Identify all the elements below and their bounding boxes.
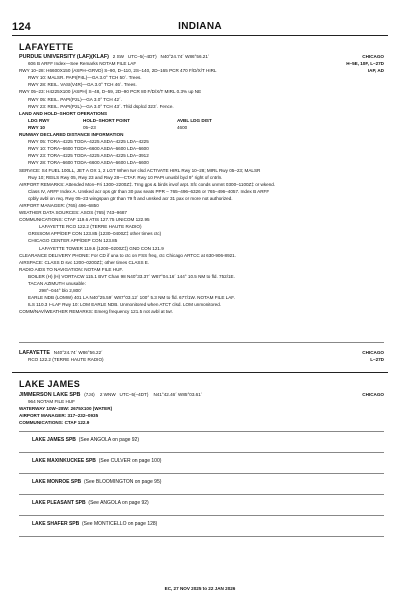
declared-distance-rwy23: RWY 23: TORA–4225 TODA–4225 ASDA–4225 LDA–3912 bbox=[28, 153, 149, 159]
elevation-line: 606 B ARFF Index—See Remarks NOTAM FILE LAF H–5E, 10F, L–27D bbox=[28, 61, 384, 67]
airport-title-line bbox=[19, 53, 384, 60]
airport-location: 2 WNW bbox=[99, 392, 116, 397]
lafayette-tower: LAFAYETTE TOWER 119.6 (1200–0200Z‡) GND CON 121.9 bbox=[39, 245, 164, 251]
lahso-header: LDG RWY HOLD–SHORT POINT AVBL LDG DIST bbox=[28, 117, 212, 123]
airport-coords: N41°42.46´ W85°03.61´ bbox=[153, 392, 203, 397]
communications: COMMUNICATIONS: CTAF 122.9 bbox=[19, 420, 90, 426]
chart-name: CHICAGO bbox=[362, 392, 384, 397]
airport-purdue-university bbox=[19, 53, 384, 315]
declared-distance-title: RUNWAY DECLARED DISTANCE INFORMATION bbox=[19, 132, 124, 138]
lafayette-rco-entry bbox=[19, 349, 384, 363]
airport-name: PURDUE UNIVERSITY bbox=[19, 54, 76, 60]
section-divider bbox=[19, 473, 384, 474]
section-divider bbox=[19, 515, 384, 516]
section-divider bbox=[19, 536, 384, 537]
service-line-1: SERVICE: S4 FUEL 100LL, JET A OX 1, 2 LGT When twr clsd ACTIVATE HIRL Rwy 10–28; MIRL Rwy 05–23; MALSR bbox=[19, 167, 261, 173]
rco-coords: N40°24.74´ W86°56.22´ bbox=[53, 350, 103, 355]
weather-data-sources: WEATHER DATA SOURCES: ASOS (765) 743–9687 bbox=[19, 210, 127, 216]
rco-line: LAFAYETTE RCO 122.2 (TERRE HAUTE RADIO) bbox=[39, 224, 142, 230]
radio-aids: RADIO AIDS TO NAVIGATION: NOTAM FILE HUF. bbox=[19, 266, 123, 272]
city-lafayette: LAFAYETTE bbox=[19, 42, 74, 52]
page-number: 124 bbox=[12, 21, 31, 33]
clearance-delivery: CLEARANCE DELIVERY PHONE: For CD if una to ctc on FSS freq, ctc Chicago ARTCC at 630-906-8921. bbox=[19, 252, 237, 258]
communications: COMMUNICATIONS: CTAF 119.6 ATIS 127.75 UNICOM 122.95 bbox=[19, 217, 150, 223]
elevation-line: 964 NOTAM FILE HUF bbox=[28, 399, 75, 405]
ref-lake-monroe-spb: LAKE MONROE SPB (See BLOOMINGTON on page 95) bbox=[32, 479, 162, 485]
rco-chart: CHICAGO bbox=[362, 350, 384, 355]
comm-nav-weather-remarks: COMM/NAV/WEATHER REMARKS: Emerg frequency 121.5 not avbl at twr. bbox=[19, 309, 174, 315]
airport-utc: UTC–5(–4DT) bbox=[119, 392, 149, 397]
grissom-app-dep: GRISSOM APP/DEP CON 123.85 (1230–0400Z‡ other times ctc) bbox=[28, 231, 162, 237]
declared-distance-rwy05: RWY 05: TORA–4225 TODA–4225 ASDA–4225 LDA–4225 bbox=[28, 139, 149, 145]
ref-lake-maxinkuckee-spb: LAKE MAXINKUCKEE SPB (See CULVER on page 100) bbox=[32, 458, 162, 464]
city-lake-james: LAKE JAMES bbox=[19, 379, 81, 389]
lahso-title: LAND AND HOLD–SHORT OPERATIONS bbox=[19, 110, 108, 116]
ils-line: ILS 110.3 I–LAF Rwy 10: LOM EARLE NDB. Unmonitored when ATCT clsd. LOM unmonitored. bbox=[28, 302, 222, 308]
runway-05-23: RWY 05–23: H4225X100 (ASPH) S–48, D–59, 2D–90 PCR 80 F/D/X/T MIRL 0.3% up NE bbox=[19, 89, 202, 95]
airport-remarks-2: Class IV, ARFF Index A. Unsked acr ops gtr than 30 pax seats PPR – 765–496–6326 or 765–496–4057. Index B ARFF bbox=[28, 188, 270, 194]
header-rule bbox=[12, 35, 388, 36]
chicago-center: CHICAGO CENTER APP/DEP CON 123.85 bbox=[28, 238, 118, 244]
lahso-row: RWY 10 05–23 4600 bbox=[28, 124, 188, 130]
runway-28-detail: RWY 28: REIL. VASI(V4R)—GA 3.0° TCH 46´. Trees. bbox=[28, 82, 137, 88]
airport-jimmerson-lake bbox=[19, 391, 384, 426]
earle-ndb: EARLE NDB (LOMW) 401 LA N40°25.59´ W87°03.12´ 100° 5.3 NM to fld. 677/1W. NOTAM FILE LAF. bbox=[28, 295, 235, 301]
boiler-vortac: BOILER (H) (H) VORTACW 115.1 BVT Chan 98 N40°33.37´ W87°04.16´ 144° 10.5 NM to fld. 752/1E. bbox=[28, 273, 235, 279]
airport-ids: (LAF)(KLAF) bbox=[76, 54, 109, 60]
airspace: AIRSPACE: CLASS D svc 1200–0200Z‡; other times CLASS E. bbox=[19, 259, 150, 265]
page-header bbox=[12, 21, 388, 33]
runway-05-detail: RWY 05: REIL. PAPI(P2L)—GA 3.0° TCH 42´. bbox=[28, 96, 122, 102]
section-divider bbox=[19, 342, 384, 343]
declared-distance-rwy10: RWY 10: TORA–6600 TODA–6600 ASDA–6600 LDA–6600 bbox=[28, 146, 149, 152]
rco-chart-2: L–27D bbox=[370, 357, 384, 363]
ref-lake-pleasant-spb: LAKE PLEASANT SPB (See ANGOLA on page 92) bbox=[32, 500, 149, 506]
runway-10-28: RWY 10–28: H6600X150 (ASPH–GRVD) S–90, D–110, 2S–140, 2D–165 PCR 470 F/D/X/T HIRL IAP, AD bbox=[19, 68, 384, 74]
service-line-2: Rwy 10; REILS Rwy 05, Rwy 23 and Rwy 28—CTAF. Rwy 10 PAPI unusbl byd 9° right of cntrln. bbox=[28, 174, 223, 180]
airport-coords: N40°24.74´ W86°56.21´ bbox=[160, 54, 210, 59]
tacan-restriction: 298°–044° blo 2,800´ bbox=[39, 288, 83, 294]
section-divider bbox=[19, 494, 384, 495]
airport-utc: UTC–5(–4DT) bbox=[127, 54, 157, 59]
rco-frequency: RCO 122.2 (TERRE HAUTE RADIO) bbox=[28, 357, 104, 363]
iap-ad: IAP, AD bbox=[367, 68, 384, 74]
airport-remarks-3: cpbly avbl on req. Rwy 05–23 wingspan gtr than 79 ft and unsked acr 31 pax or more not authorized. bbox=[28, 195, 233, 201]
airport-manager: AIRPORT MANAGER: 317–232–0935 bbox=[19, 413, 99, 419]
footer-effective-dates: EC, 27 NOV 2025 to 22 JAN 2026 bbox=[164, 586, 236, 591]
section-rule bbox=[12, 372, 388, 373]
waterway: WATERWAY 10W–28W: 2675X100 (WATER) bbox=[19, 406, 113, 412]
ref-lake-shafer-spb: LAKE SHAFER SPB (See MONTICELLO on page 128) bbox=[32, 521, 158, 527]
state-title: INDIANA bbox=[178, 21, 222, 32]
declared-distance-rwy28: RWY 28: TORA–6600 TODA–6600 ASDA–6600 LDA–6600 bbox=[28, 160, 149, 166]
airport-remarks-1: AIRPORT REMARKS: Attended Mon–Fri 1300–2200Z‡. Trng gps & birds invof arpt. Sfc conds unmnt 0300–1100Z‡ or wkend. bbox=[19, 181, 276, 187]
airport-manager: AIRPORT MANAGER: (765) 496–6850 bbox=[19, 202, 99, 208]
chart-name: CHICAGO bbox=[362, 54, 384, 59]
airport-location: 2 SW bbox=[112, 54, 125, 59]
airport-ids: (7J4) bbox=[84, 392, 95, 397]
runway-23-detail: RWY 23: REIL. PAPI(P2L)—GA 3.0° TCH 43´. Thld dsplcd 323´. Fence. bbox=[28, 103, 174, 109]
ref-lake-james-spb: LAKE JAMES SPB (See ANGOLA on page 92) bbox=[32, 437, 140, 443]
tacan-azimuth: TACAN AZIMUTH unusable: bbox=[28, 281, 86, 286]
section-divider bbox=[19, 452, 384, 453]
chart-refs: H–5E, 10F, L–27D bbox=[346, 61, 384, 67]
runway-10-detail: RWY 10: MALSR. PAPI(P4L)—GA 3.0° TCH 50´. Trees. bbox=[28, 75, 142, 81]
rco-name: LAFAYETTE bbox=[19, 350, 50, 356]
airport-name: JIMMERSON LAKE SPB bbox=[19, 392, 81, 398]
section-divider bbox=[19, 431, 384, 432]
